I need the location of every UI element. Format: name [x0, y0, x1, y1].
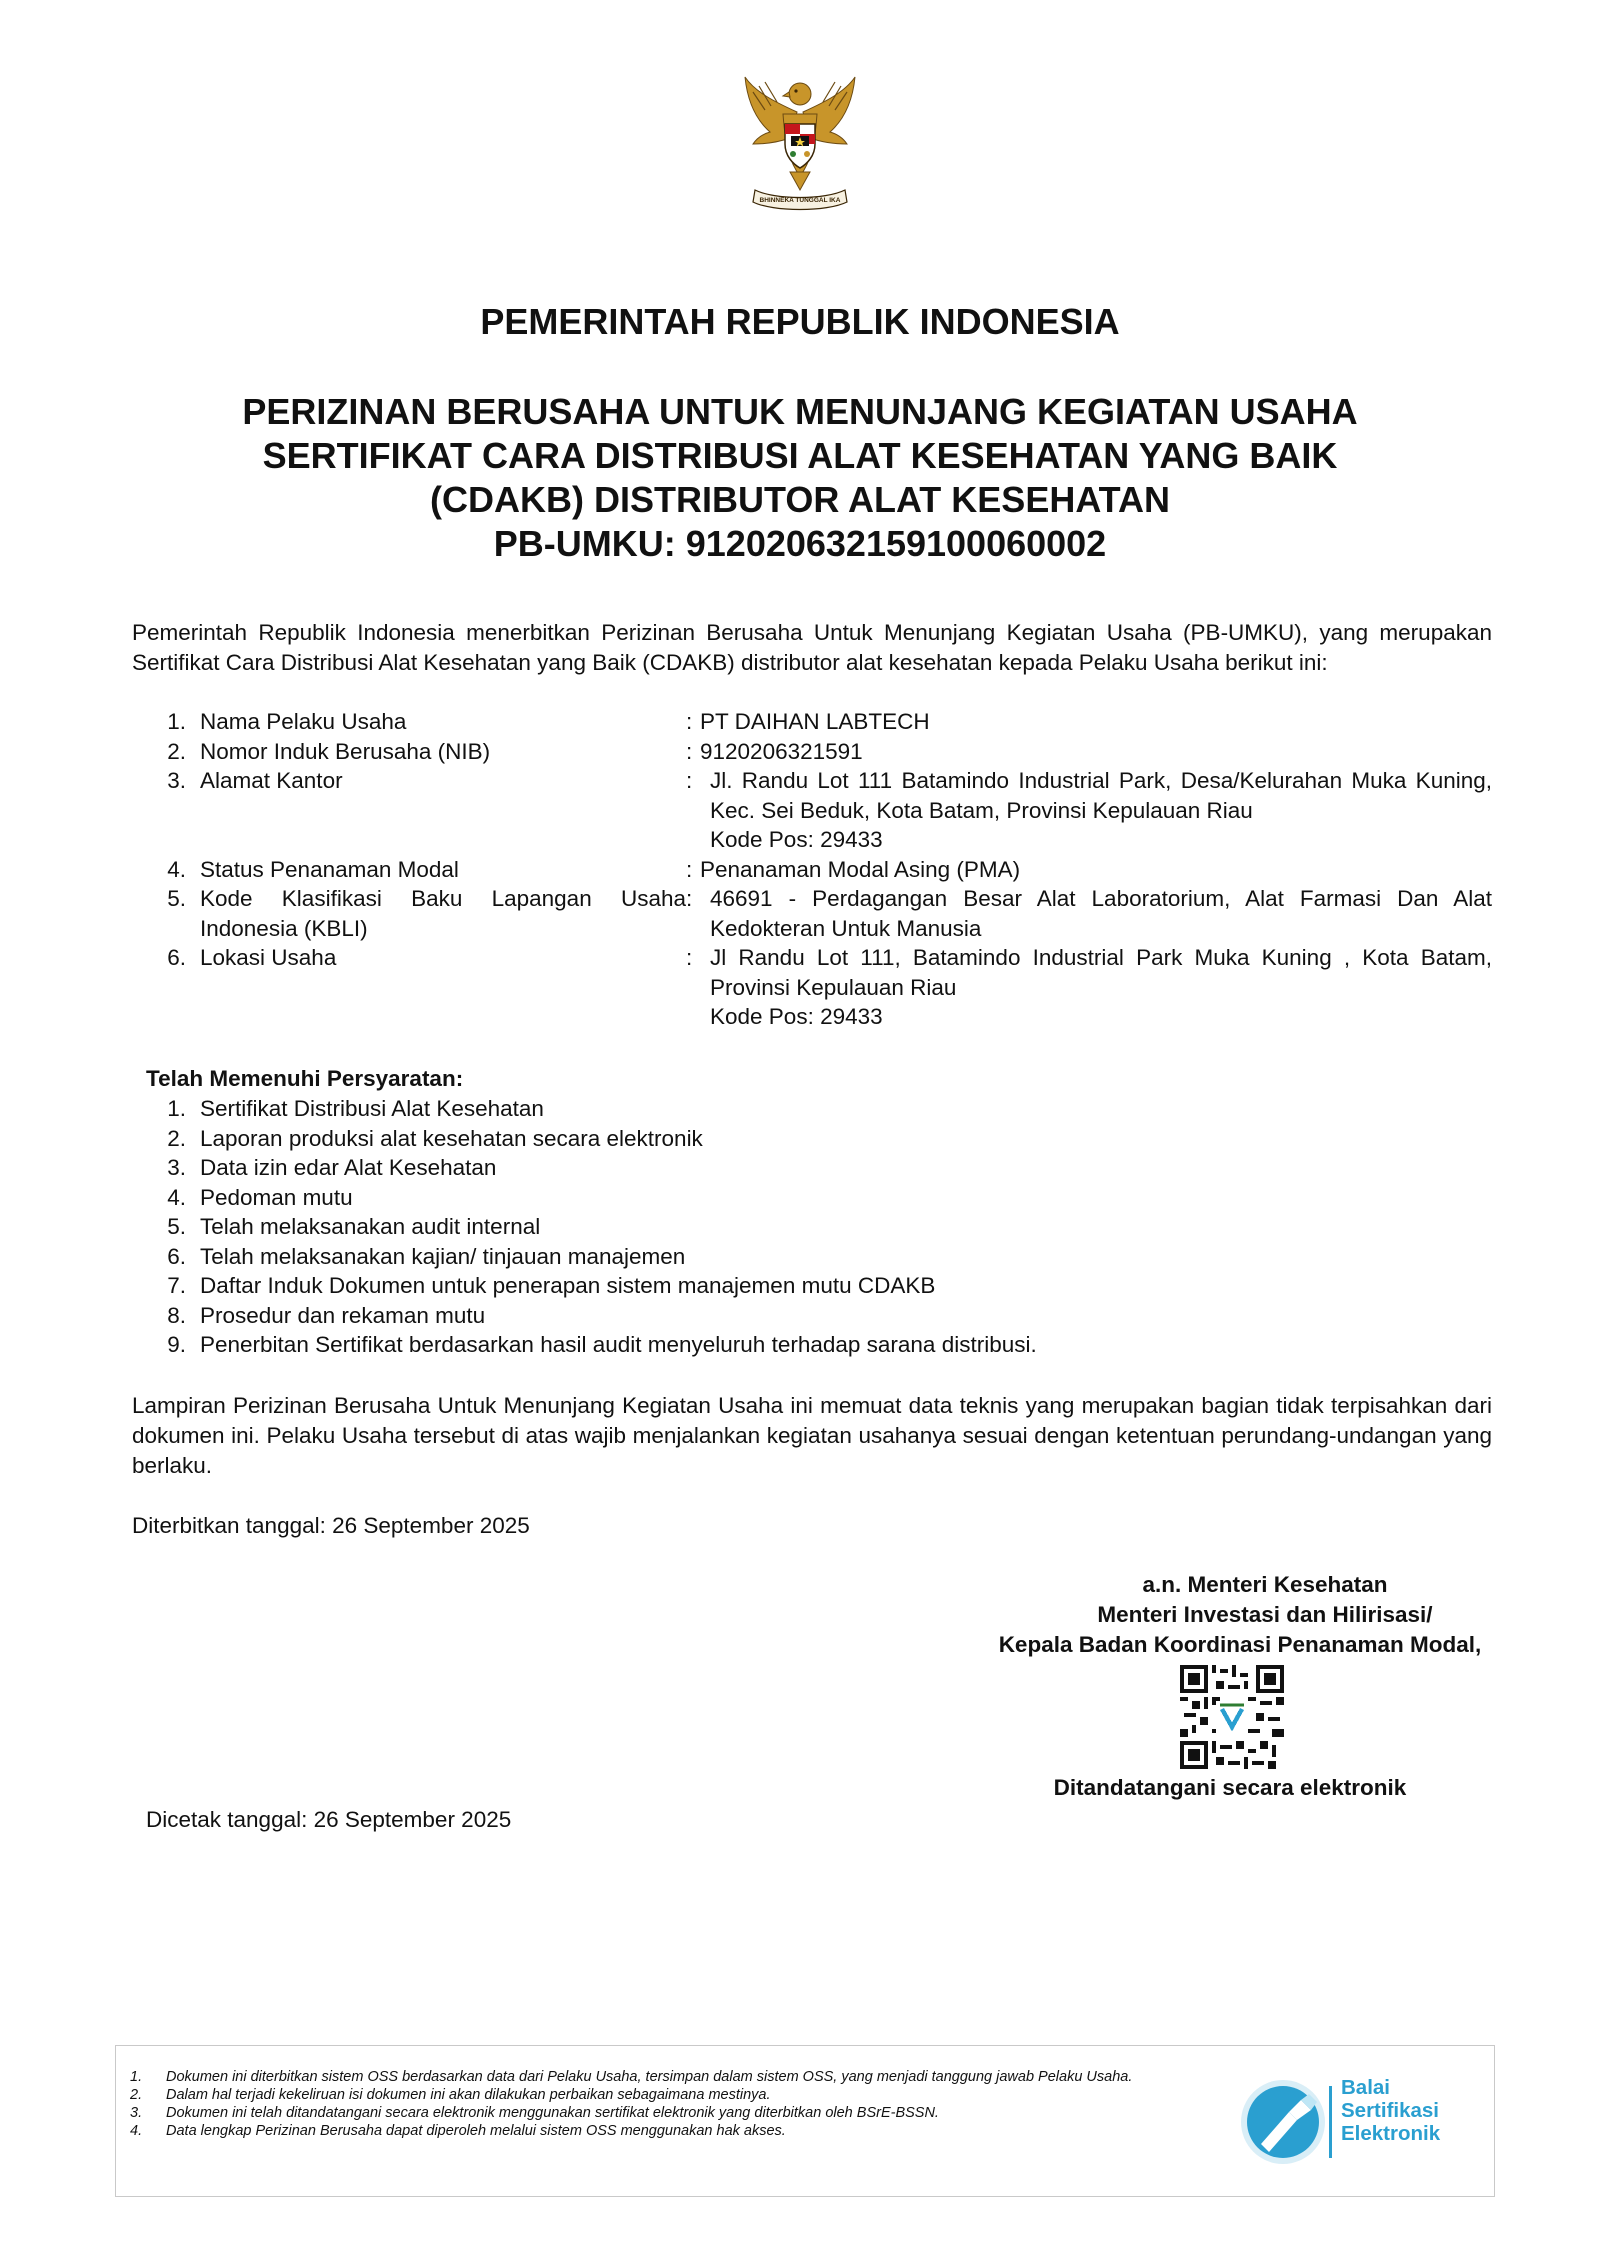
signature-block	[930, 1570, 1550, 1660]
qr-code[interactable]	[1180, 1665, 1284, 1769]
printed-date: Dicetak tanggal: 26 September 2025	[146, 1807, 512, 1832]
detail-postcode: Kode Pos: 29433	[710, 827, 883, 852]
issued-date: Diterbitkan tanggal: 26 September 2025	[132, 1513, 530, 1538]
detail-label: Status Penanaman Modal	[200, 856, 459, 882]
list-item: 6. Telah melaksanakan kajian/ tinjauan manajemen	[167, 1243, 686, 1269]
detail-label: Lokasi Usaha	[200, 945, 337, 970]
detail-value: 46691 - Perdagangan Besar Alat Laboratorium, Alat Farmasi Dan Alat Kedokteran Untuk Manusia	[710, 886, 1492, 941]
list-item: 2. Dalam hal terjadi kekeliruan isi dokumen ini akan dilakukan perbaikan sebagaimana mestinya.	[130, 2087, 771, 2103]
signature-line: Kepala Badan Koordinasi Penanaman Modal,	[998, 1632, 1482, 1657]
list-item: 3. Dokumen ini telah ditandatangani secara elektronik menggunakan sertifikat elektronik yang diterbitkan oleh BSrE-BSSN.	[130, 2105, 939, 2121]
emblem-motto: BHINNEKA TUNGGAL IKA	[759, 197, 841, 204]
detail-row: 6. Lokasi Usaha : Jl Randu Lot 111, Batamindo Industrial Park Muka Kuning , Kota Batam, Provinsi Kepulauan Riau Kode Pos: 29433	[132, 943, 1492, 1032]
certificate-title	[0, 390, 1600, 566]
detail-value: PT DAIHAN LABTECH	[700, 709, 930, 734]
detail-value: Jl Randu Lot 111, Batamindo Industrial Park Muka Kuning , Kota Batam, Provinsi Kepulauan Riau	[710, 945, 1492, 1000]
detail-row: 5. Kode Klasifikasi Baku Lapangan Usaha Indonesia (KBLI) : 46691 - Perdagangan Besar Alat Laboratorium, Alat Farmasi Dan Alat Kedokteran Untuk Manusia	[132, 884, 1492, 943]
detail-row: 3. Alamat Kantor : Jl. Randu Lot 111 Batamindo Industrial Park, Desa/Kelurahan Muka Kuning, Kec. Sei Beduk, Kota Batam, Provinsi Kepulauan Riau Kode Pos: 29433	[132, 766, 1492, 855]
detail-number: 6.	[167, 945, 186, 970]
signature-line: a.n. Menteri Kesehatan	[1142, 1572, 1388, 1597]
permit-number: PB-UMKU: 912020632159100060002	[493, 523, 1107, 564]
garuda-emblem	[735, 72, 865, 222]
electronic-signature-note: Ditandatangani secara elektronik	[1053, 1775, 1407, 1800]
footer-notes-box	[115, 2045, 1495, 2197]
detail-row: 4. Status Penanaman Modal : Penanaman Modal Asing (PMA)	[132, 855, 1492, 885]
footer-notes	[130, 2068, 1310, 2140]
list-item: 2. Laporan produksi alat kesehatan secara elektronik	[167, 1125, 703, 1151]
list-item: 7. Daftar Induk Dokumen untuk penerapan sistem manajemen mutu CDAKB	[167, 1273, 936, 1298]
list-item: 1. Dokumen ini diterbitkan sistem OSS berdasarkan data dari Pelaku Usaha, tersimpan dalam sistem OSS, yang menjadi tanggung jawab Pelaku Usaha.	[130, 2069, 1133, 2085]
detail-label: Nama Pelaku Usaha	[200, 709, 407, 734]
list-item: 4. Pedoman mutu	[167, 1184, 353, 1210]
detail-label: Nomor Induk Berusaha (NIB)	[200, 738, 491, 764]
detail-number: 2.	[167, 738, 186, 764]
title-line: (CDAKB) DISTRIBUTOR ALAT KESEHATAN	[430, 479, 1170, 520]
government-heading: PEMERINTAH REPUBLIK INDONESIA	[480, 301, 1120, 342]
detail-number: 4.	[167, 856, 186, 882]
detail-number: 3.	[167, 768, 186, 793]
list-item: 3. Data izin edar Alat Kesehatan	[167, 1155, 497, 1180]
business-details	[132, 707, 1492, 1032]
detail-row: 2. Nomor Induk Berusaha (NIB) : 9120206321591	[132, 737, 1492, 767]
list-item: 8. Prosedur dan rekaman mutu	[167, 1302, 486, 1328]
list-item: 1. Sertifikat Distribusi Alat Kesehatan	[167, 1096, 544, 1121]
list-item: 5. Telah melaksanakan audit internal	[167, 1214, 541, 1239]
detail-number: 1.	[167, 709, 186, 734]
list-item: 4. Data lengkap Perizinan Berusaha dapat diperoleh melalui sistem OSS menggunakan hak akses.	[130, 2123, 786, 2139]
title-line: SERTIFIKAT CARA DISTRIBUSI ALAT KESEHATAN YANG BAIK	[262, 435, 1338, 476]
bsre-logo-text: Balai Sertifikasi Elektronik	[1341, 2076, 1441, 2145]
detail-row: 1. Nama Pelaku Usaha : PT DAIHAN LABTECH	[132, 707, 1492, 737]
detail-value: Jl. Randu Lot 111 Batamindo Industrial Park, Desa/Kelurahan Muka Kuning, Kec. Sei Beduk, Kota Batam, Provinsi Kepulauan Riau	[710, 768, 1492, 823]
list-item: 9. Penerbitan Sertifikat berdasarkan hasil audit menyeluruh terhadap sarana distribusi.	[167, 1332, 1037, 1357]
detail-value: Penanaman Modal Asing (PMA)	[700, 856, 1021, 882]
detail-label: Kode Klasifikasi Baku Lapangan Usaha Indonesia (KBLI)	[200, 886, 686, 941]
detail-postcode: Kode Pos: 29433	[710, 1004, 883, 1029]
detail-label: Alamat Kantor	[200, 768, 343, 793]
closing-paragraph: Lampiran Perizinan Berusaha Untuk Menunjang Kegiatan Usaha ini memuat data teknis yang merupakan bagian tidak terpisahkan dari dokumen ini. Pelaku Usaha tersebut di atas wajib menjalankan kegiatan usahanya sesuai dengan ketentuan perundang-undangan yang berlaku.	[132, 1393, 1492, 1478]
signature-line: Menteri Investasi dan Hilirisasi/	[1097, 1602, 1433, 1627]
requirements-title: Telah Memenuhi Persyaratan:	[146, 1066, 464, 1091]
requirements-list	[132, 1094, 1037, 1360]
title-line: PERIZINAN BERUSAHA UNTUK MENUNJANG KEGIATAN USAHA	[242, 391, 1358, 432]
detail-number: 5.	[167, 886, 186, 911]
detail-value: 9120206321591	[700, 738, 863, 764]
intro-paragraph: Pemerintah Republik Indonesia menerbitkan Perizinan Berusaha Untuk Menunjang Kegiatan Usaha (PB-UMKU), yang merupakan Sertifikat Cara Distribusi Alat Kesehatan yang Baik (CDAKB) distributor alat kesehatan kepada Pelaku Usaha berikut ini:	[132, 620, 1492, 675]
